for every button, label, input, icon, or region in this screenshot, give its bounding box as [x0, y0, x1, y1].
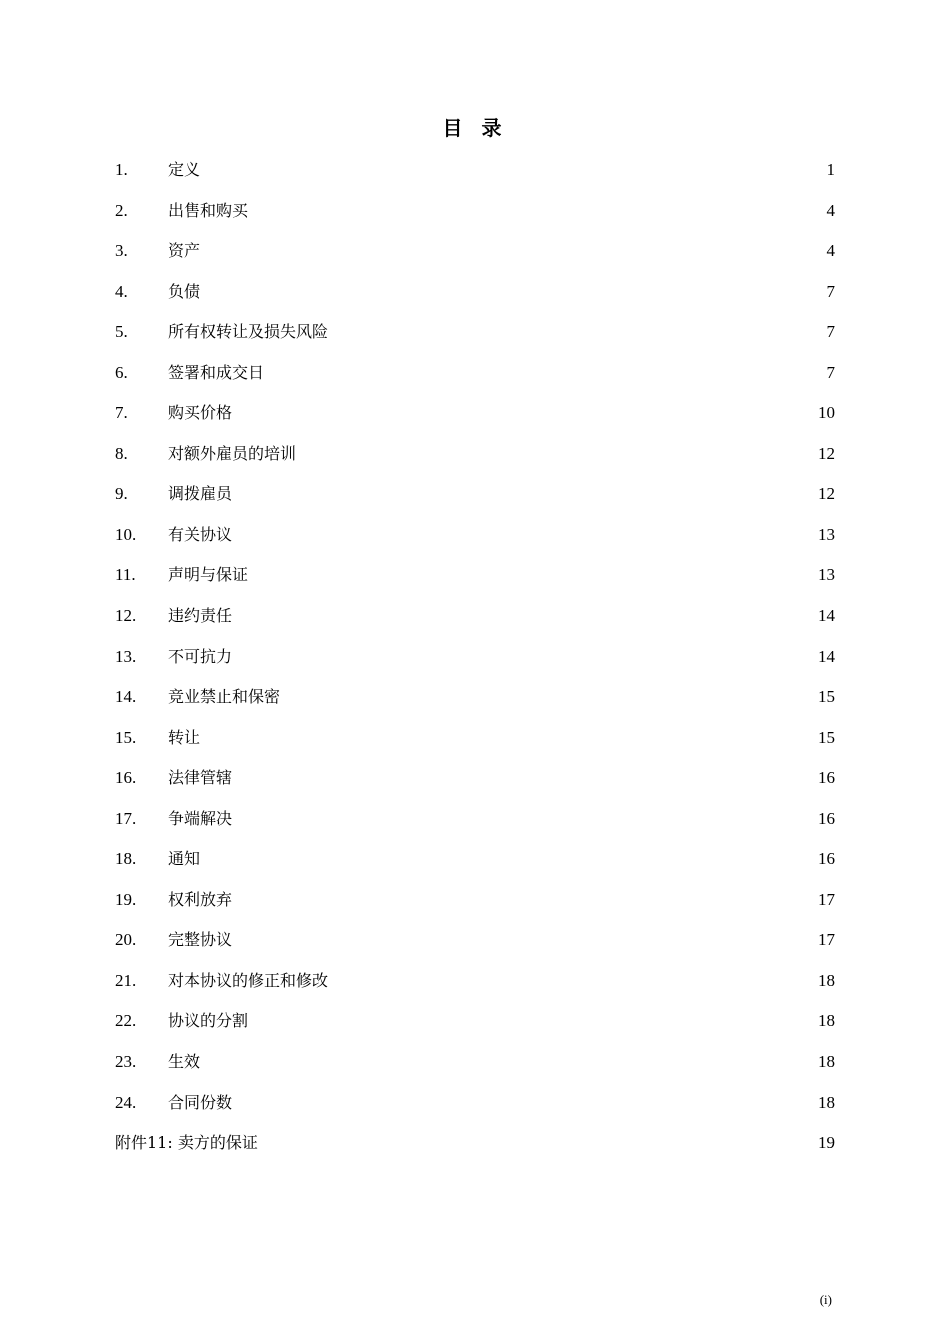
toc-entry-number: 4. [115, 281, 128, 301]
toc-entry-number: 7. [115, 403, 128, 423]
toc-entry-label: 违约责任 [168, 606, 233, 626]
toc-entry-label: 负债 [168, 281, 201, 301]
toc-entry-label: 出售和购买 [168, 200, 249, 220]
toc-entry [115, 474, 835, 515]
toc-entry [115, 312, 835, 353]
toc-entry [115, 555, 835, 596]
toc-appendix-page: 19 [818, 1133, 835, 1153]
toc-entry-label: 对本协议的修正和修改 [168, 970, 329, 990]
toc-entry-number: 10. [115, 524, 137, 544]
toc-entry-number: 17. [115, 808, 137, 828]
toc-entry-number: 19. [115, 889, 137, 909]
toc-entry-number: 11. [115, 565, 136, 585]
toc-entry [115, 231, 835, 272]
toc-entry-page: 10 [818, 403, 835, 423]
toc-entry-label: 权利放弃 [168, 889, 233, 909]
toc-entry [115, 596, 835, 637]
toc-list [115, 150, 835, 1164]
toc-entry-label: 通知 [168, 849, 201, 869]
toc-entry [115, 799, 835, 840]
toc-entry [115, 353, 835, 394]
toc-entry-number: 20. [115, 930, 137, 950]
toc-entry-page: 12 [818, 484, 835, 504]
toc-entry-page: 13 [818, 565, 835, 585]
toc-entry-number: 14. [115, 687, 137, 707]
toc-entry-page: 13 [818, 524, 835, 544]
toc-entry-number: 15. [115, 727, 137, 747]
toc-entry [115, 920, 835, 961]
toc-entry-label: 调拨雇员 [168, 484, 233, 504]
toc-title: 目 录 [442, 116, 508, 140]
toc-entry-page: 7 [826, 362, 835, 382]
toc-entry [115, 839, 835, 880]
toc-entry-label: 资产 [168, 241, 201, 261]
toc-entry-page: 17 [818, 930, 835, 950]
toc-entry-number: 24. [115, 1092, 137, 1112]
toc-entry-page: 4 [826, 200, 835, 220]
toc-entry-label: 对额外雇员的培训 [168, 443, 297, 463]
toc-entry-number: 6. [115, 362, 128, 382]
toc-entry-page: 18 [818, 1092, 835, 1112]
toc-entry-label: 协议的分割 [168, 1011, 249, 1031]
toc-entry-label: 签署和成交日 [168, 362, 265, 382]
toc-entry [115, 150, 835, 191]
toc-entry-page: 16 [818, 849, 835, 869]
toc-entry-number: 18. [115, 849, 137, 869]
toc-entry [115, 677, 835, 718]
toc-entry-number: 5. [115, 322, 128, 342]
toc-entry-label: 法律管辖 [168, 768, 233, 788]
toc-entry-label: 生效 [168, 1052, 201, 1072]
toc-entry [115, 961, 835, 1002]
toc-entry-page: 12 [818, 443, 835, 463]
toc-entry-page: 18 [818, 1052, 835, 1072]
toc-entry-label: 竞业禁止和保密 [168, 687, 281, 707]
toc-entry-label: 完整协议 [168, 930, 233, 950]
toc-entry [115, 1042, 835, 1083]
toc-entry-page: 18 [818, 970, 835, 990]
toc-entry-number: 8. [115, 443, 128, 463]
toc-entry-page: 16 [818, 808, 835, 828]
toc-entry-label: 合同份数 [168, 1092, 233, 1112]
toc-entry-page: 18 [818, 1011, 835, 1031]
toc-entry [115, 515, 835, 556]
toc-entry-label: 定义 [168, 160, 201, 179]
toc-entry-page: 14 [818, 646, 835, 666]
toc-entry-number: 1. [115, 160, 128, 179]
toc-entry [115, 393, 835, 434]
toc-entry [115, 191, 835, 232]
toc-entry-number: 2. [115, 200, 128, 220]
toc-entry [115, 434, 835, 475]
toc-entry-number: 13. [115, 646, 137, 666]
toc-entry [115, 718, 835, 759]
toc-entry-number: 22. [115, 1011, 137, 1031]
toc-entry [115, 880, 835, 921]
toc-entry-number: 21. [115, 970, 137, 990]
toc-entry-page: 1 [826, 160, 835, 179]
toc-entry-page: 15 [818, 687, 835, 707]
toc-entry-page: 7 [826, 281, 835, 301]
toc-appendix-label: 附件11: 卖方的保证 [115, 1133, 258, 1153]
toc-entry-number: 23. [115, 1052, 137, 1072]
toc-entry [115, 758, 835, 799]
toc-entry-label: 争端解决 [168, 808, 233, 828]
toc-entry-number: 16. [115, 768, 137, 788]
toc-appendix-entry [115, 1123, 835, 1164]
toc-entry [115, 1083, 835, 1124]
toc-entry-number: 9. [115, 484, 128, 504]
toc-entry-page: 4 [826, 241, 835, 261]
toc-entry-label: 转让 [168, 727, 201, 747]
toc-entry-page: 7 [826, 322, 835, 342]
toc-entry-label: 购买价格 [168, 403, 233, 423]
toc-entry [115, 1001, 835, 1042]
toc-entry [115, 637, 835, 678]
toc-entry-page: 17 [818, 889, 835, 909]
toc-entry-number: 3. [115, 241, 128, 261]
toc-entry-page: 15 [818, 727, 835, 747]
toc-entry [115, 272, 835, 313]
toc-entry-page: 14 [818, 606, 835, 626]
toc-entry-label: 所有权转让及损失风险 [168, 322, 329, 342]
toc-entry-number: 12. [115, 606, 137, 626]
toc-entry-page: 16 [818, 768, 835, 788]
toc-entry-label: 不可抗力 [168, 646, 233, 666]
toc-entry-label: 有关协议 [168, 524, 233, 544]
page-folio: (i) [819, 1292, 832, 1307]
toc-entry-label: 声明与保证 [168, 565, 249, 585]
